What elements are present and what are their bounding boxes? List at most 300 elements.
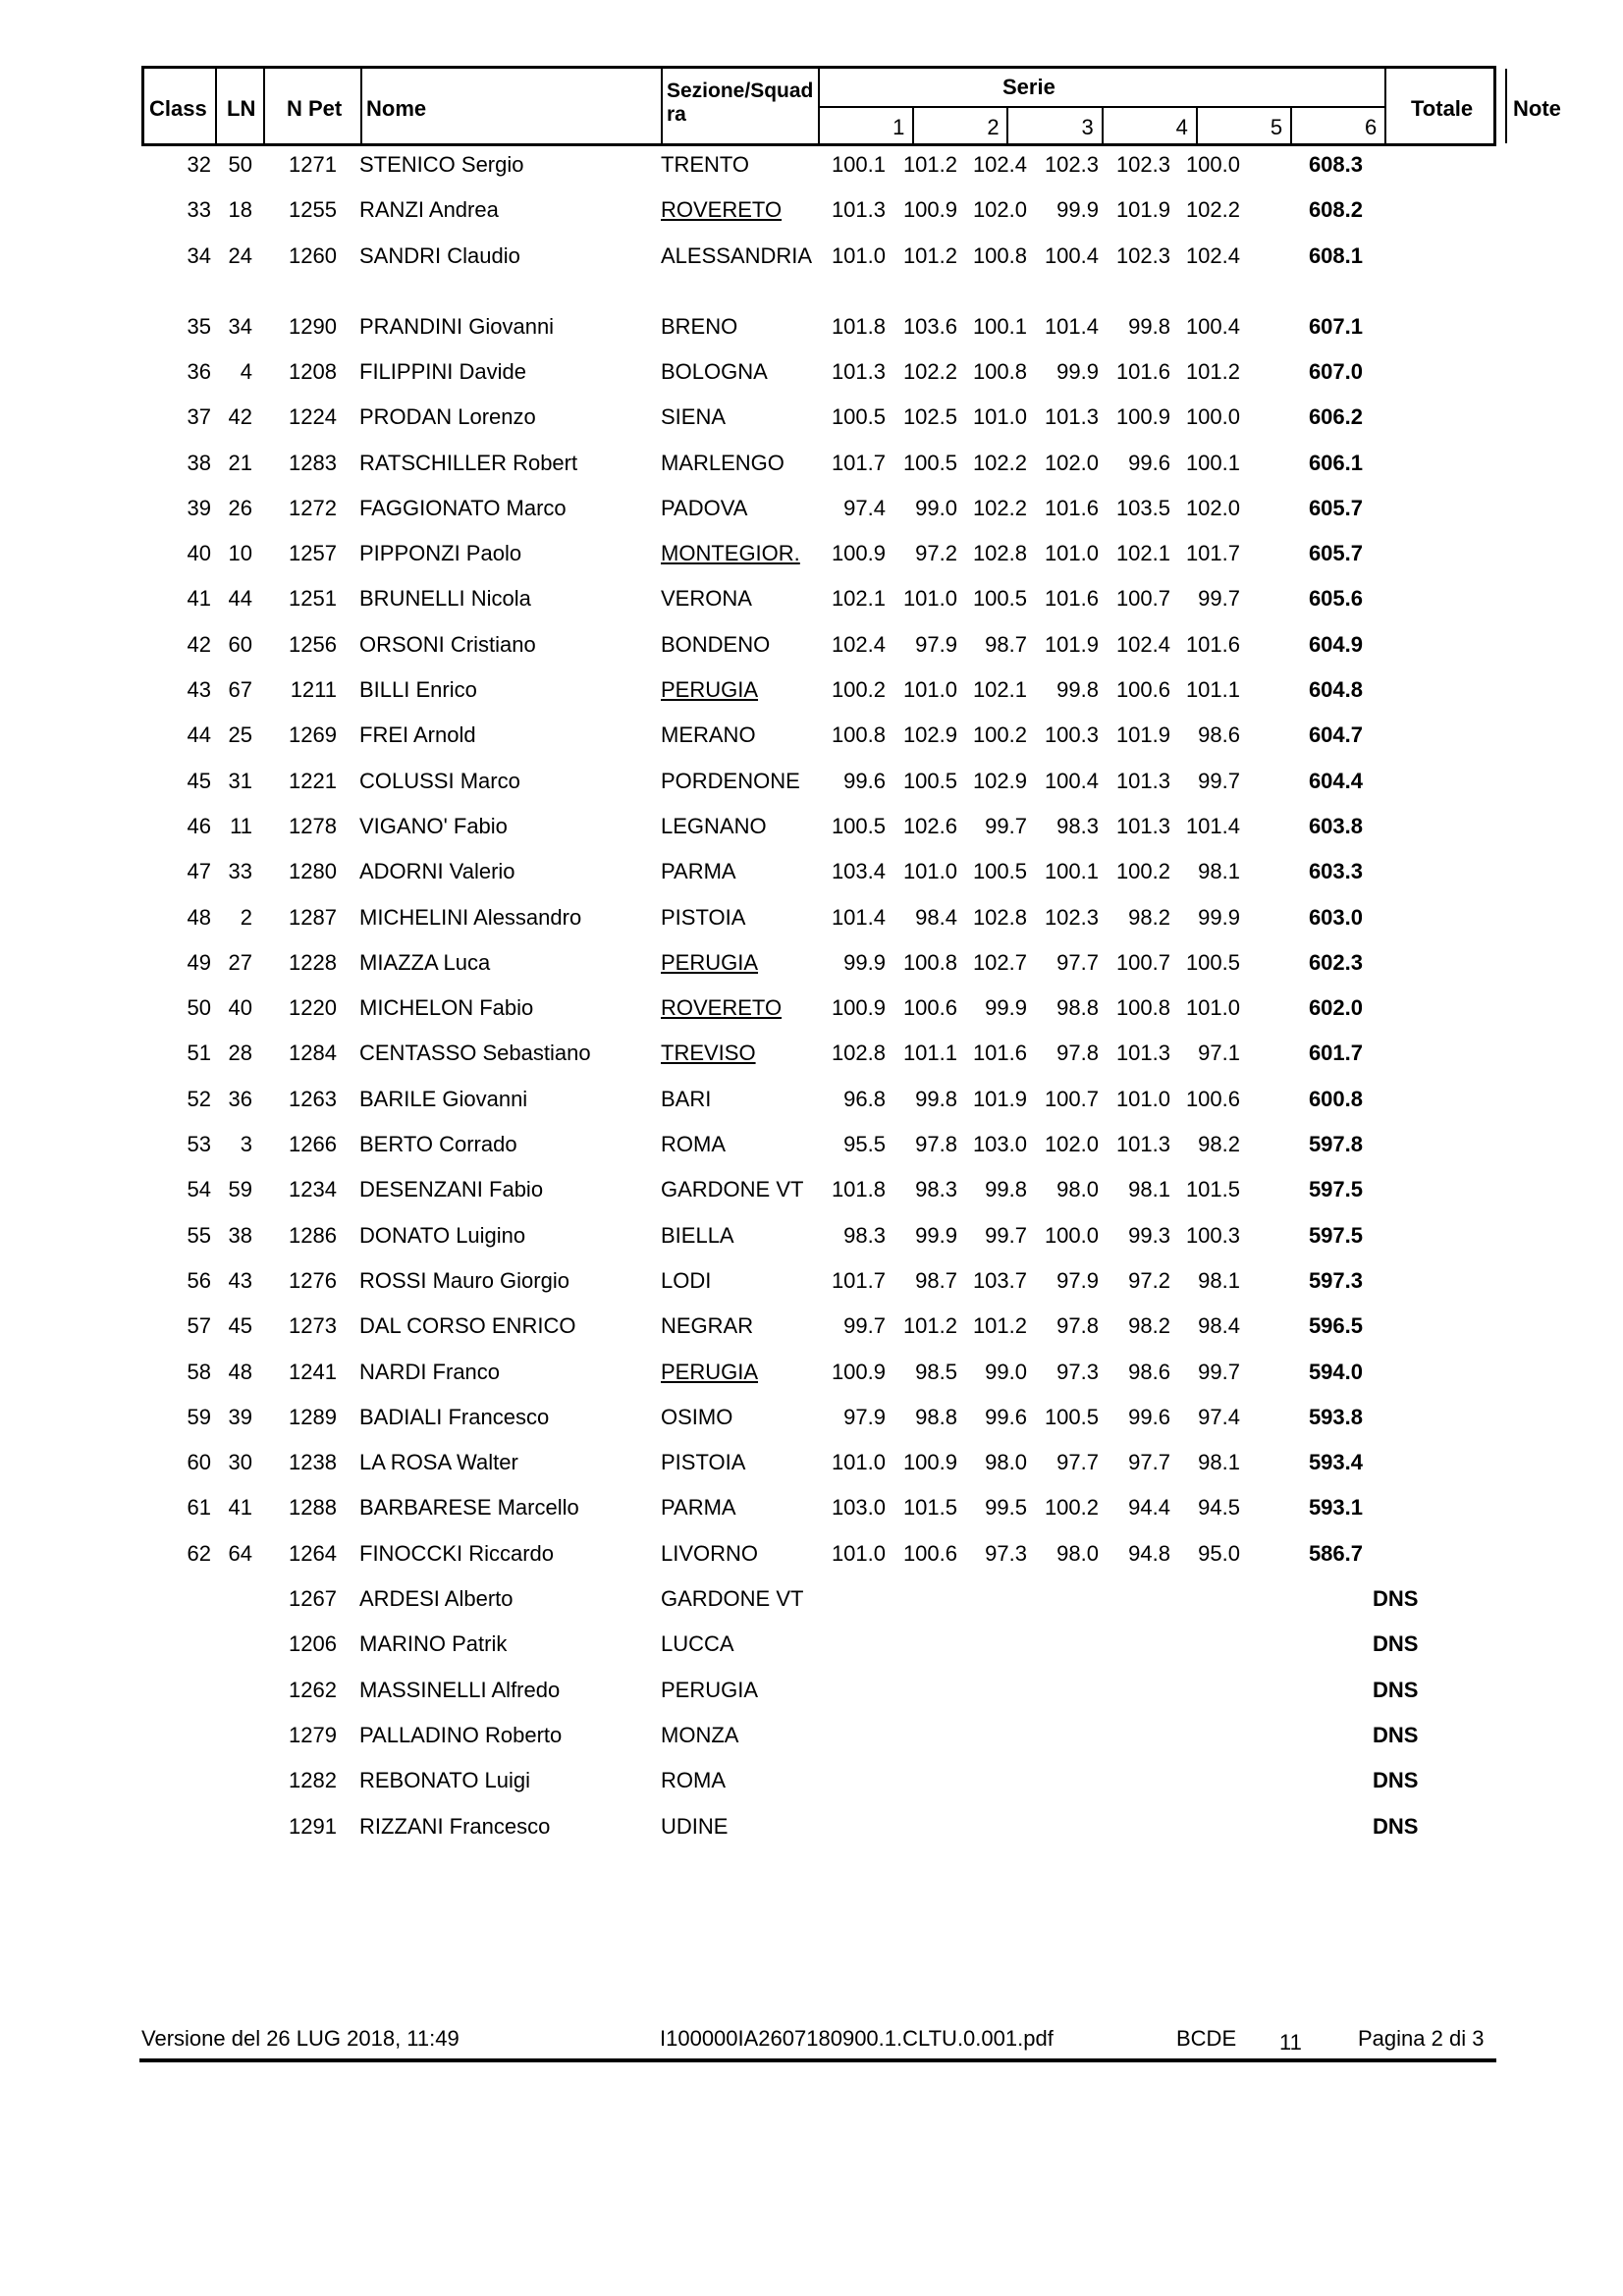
- row-ln: 50: [228, 152, 252, 177]
- row-nome: STENICO Sergio: [359, 152, 524, 177]
- row-total: 597.8: [1308, 1132, 1363, 1156]
- row-npet: 1220: [289, 995, 337, 1021]
- row-total: 607.0: [1308, 358, 1363, 384]
- row-ln: 31: [228, 768, 252, 793]
- row-squad: LEGNANO: [661, 813, 767, 838]
- row-total: 597.3: [1308, 1267, 1363, 1293]
- header-divider: [360, 69, 362, 143]
- row-serie-4: 100.1: [1044, 859, 1099, 884]
- row-npet: 1256: [289, 631, 337, 657]
- row-class: 58: [187, 1359, 211, 1384]
- row-class: 56: [187, 1267, 211, 1293]
- row-serie-1: 96.8: [843, 1086, 886, 1111]
- row-class: 39: [187, 495, 211, 520]
- row-ln: 18: [228, 197, 252, 223]
- row-squad: LODI: [661, 1267, 712, 1293]
- row-total: 603.3: [1308, 859, 1363, 884]
- row-serie-5: 100.9: [1115, 404, 1170, 430]
- row-ln: 2: [240, 904, 252, 930]
- row-class: 51: [187, 1041, 211, 1066]
- row-serie-1: 100.5: [831, 404, 886, 430]
- row-npet: 1290: [289, 313, 337, 339]
- row-serie-1: 101.0: [831, 242, 886, 268]
- row-serie-3: 101.6: [972, 1041, 1027, 1066]
- row-serie-3: 101.9: [972, 1086, 1027, 1111]
- header-nome: Nome: [366, 96, 427, 121]
- row-squad: SIENA: [661, 404, 727, 430]
- row-ln: 36: [228, 1086, 252, 1111]
- row-serie-2: 100.5: [902, 450, 957, 475]
- row-squad: NEGRAR: [661, 1313, 754, 1339]
- row-ln: 3: [240, 1132, 252, 1156]
- row-total: 602.0: [1308, 995, 1363, 1021]
- row-npet: 1289: [289, 1404, 337, 1429]
- row-serie-1: 98.3: [843, 1222, 886, 1248]
- row-serie-2: 100.8: [902, 949, 957, 975]
- row-total: 608.2: [1308, 197, 1363, 223]
- row-serie-3: 99.7: [985, 1222, 1027, 1248]
- row-serie-3: 100.8: [972, 242, 1027, 268]
- row-serie-1: 102.8: [831, 1041, 886, 1066]
- row-serie-4: 102.3: [1044, 152, 1099, 177]
- row-serie-2: 102.5: [902, 404, 957, 430]
- row-serie-6: 100.0: [1185, 404, 1240, 430]
- row-class: 40: [187, 541, 211, 566]
- row-nome: PIPPONZI Paolo: [359, 541, 522, 566]
- header-npet: N Pet: [287, 96, 343, 121]
- row-ln: 25: [228, 722, 252, 748]
- row-serie-4: 101.0: [1044, 541, 1099, 566]
- row-serie-6: 101.5: [1185, 1177, 1240, 1202]
- row-ln: 10: [228, 541, 252, 566]
- row-squad: BRENO: [661, 313, 738, 339]
- row-npet: 1234: [289, 1177, 337, 1202]
- row-serie-5: 99.8: [1128, 313, 1170, 339]
- row-total: 597.5: [1308, 1222, 1363, 1248]
- row-nome: BARBARESE Marcello: [359, 1495, 579, 1521]
- header-divider: [1290, 106, 1292, 143]
- row-squad: PADOVA: [661, 495, 748, 520]
- row-nome: SANDRI Claudio: [359, 242, 520, 268]
- row-serie-3: 98.7: [985, 631, 1027, 657]
- row-npet: 1282: [289, 1768, 337, 1793]
- row-npet: 1280: [289, 859, 337, 884]
- row-npet: 1257: [289, 541, 337, 566]
- row-squad: PERUGIA: [661, 949, 759, 975]
- row-serie-3: 102.9: [972, 768, 1027, 793]
- row-total: 597.5: [1308, 1177, 1363, 1202]
- row-serie-1: 101.0: [831, 1540, 886, 1566]
- row-npet: 1208: [289, 358, 337, 384]
- row-npet: 1264: [289, 1540, 337, 1566]
- row-total: 605.7: [1308, 541, 1363, 566]
- row-serie-5: 99.6: [1128, 1404, 1170, 1429]
- row-npet: 1287: [289, 904, 337, 930]
- header-divider: [1384, 69, 1386, 143]
- row-ln: 26: [228, 495, 252, 520]
- row-serie-3: 102.4: [972, 152, 1027, 177]
- row-serie-4: 97.7: [1056, 949, 1099, 975]
- row-nome: MICHELINI Alessandro: [359, 904, 582, 930]
- row-nome: NARDI Franco: [359, 1359, 501, 1384]
- header-serie-number: 1: [893, 115, 905, 139]
- row-total: 603.0: [1308, 904, 1363, 930]
- row-squad: BOLOGNA: [661, 358, 768, 384]
- row-serie-5: 101.9: [1115, 197, 1170, 223]
- row-serie-2: 97.9: [915, 631, 957, 657]
- row-npet: 1271: [289, 152, 337, 177]
- row-nome: ARDESI Alberto: [359, 1586, 514, 1611]
- row-nome: ROSSI Mauro Giorgio: [359, 1267, 569, 1293]
- row-total: 603.8: [1308, 813, 1363, 838]
- row-class: 44: [187, 722, 211, 748]
- row-class: 57: [187, 1313, 211, 1339]
- row-serie-4: 100.4: [1044, 242, 1099, 268]
- row-serie-1: 97.4: [843, 495, 886, 520]
- row-serie-3: 102.2: [972, 495, 1027, 520]
- row-serie-6: 100.6: [1185, 1086, 1240, 1111]
- row-ln: 59: [228, 1177, 252, 1202]
- row-class: 48: [187, 904, 211, 930]
- row-serie-3: 103.0: [972, 1132, 1027, 1156]
- row-npet: 1273: [289, 1313, 337, 1339]
- row-serie-2: 98.5: [915, 1359, 957, 1384]
- row-serie-1: 103.0: [831, 1495, 886, 1521]
- row-squad: ALESSANDRIA: [661, 242, 813, 268]
- row-serie-4: 97.8: [1056, 1313, 1099, 1339]
- row-serie-5: 99.6: [1128, 450, 1170, 475]
- row-serie-3: 102.1: [972, 677, 1027, 702]
- row-serie-6: 98.1: [1198, 859, 1240, 884]
- row-serie-2: 99.0: [915, 495, 957, 520]
- row-nome: BARILE Giovanni: [359, 1086, 528, 1111]
- row-serie-3: 102.2: [972, 450, 1027, 475]
- row-class: 41: [187, 586, 211, 612]
- row-serie-3: 99.5: [985, 1495, 1027, 1521]
- footer-page: Pagina 2 di 3: [1358, 2026, 1485, 2051]
- row-squad: ROVERETO: [661, 995, 783, 1021]
- row-squad: ROVERETO: [661, 197, 783, 223]
- row-total: 604.7: [1308, 722, 1363, 748]
- row-serie-5: 101.3: [1115, 813, 1170, 838]
- row-npet: 1206: [289, 1631, 337, 1657]
- row-class: 52: [187, 1086, 211, 1111]
- row-serie-2: 103.6: [902, 313, 957, 339]
- header-serie-number: 6: [1365, 115, 1378, 139]
- row-squad: LUCCA: [661, 1631, 734, 1657]
- row-total: 602.3: [1308, 949, 1363, 975]
- row-serie-5: 101.9: [1115, 722, 1170, 748]
- row-serie-4: 98.0: [1056, 1177, 1099, 1202]
- row-ln: 44: [228, 586, 252, 612]
- row-serie-1: 100.9: [831, 541, 886, 566]
- row-serie-5: 98.6: [1128, 1359, 1170, 1384]
- row-serie-4: 102.0: [1044, 450, 1099, 475]
- row-serie-4: 97.8: [1056, 1041, 1099, 1066]
- row-npet: 1267: [289, 1586, 337, 1611]
- row-serie-4: 97.3: [1056, 1359, 1099, 1384]
- row-nome: MIAZZA Luca: [359, 949, 491, 975]
- row-nome: RIZZANI Francesco: [359, 1813, 551, 1839]
- header-note: Note: [1513, 96, 1561, 121]
- row-serie-3: 101.2: [972, 1313, 1027, 1339]
- row-serie-5: 101.3: [1115, 1041, 1170, 1066]
- row-serie-6: 101.2: [1185, 358, 1240, 384]
- row-ln: 38: [228, 1222, 252, 1248]
- row-total: 596.5: [1308, 1313, 1363, 1339]
- row-serie-1: 95.5: [843, 1132, 886, 1156]
- row-squad: MONTEGIOR.: [661, 541, 800, 566]
- row-serie-3: 99.6: [985, 1404, 1027, 1429]
- row-serie-3: 102.8: [972, 541, 1027, 566]
- row-serie-5: 100.2: [1115, 859, 1170, 884]
- row-npet: 1241: [289, 1359, 337, 1384]
- row-note: DNS: [1373, 1586, 1419, 1611]
- row-npet: 1286: [289, 1222, 337, 1248]
- row-squad: PERUGIA: [661, 1677, 759, 1702]
- row-serie-5: 100.7: [1115, 949, 1170, 975]
- row-note: DNS: [1373, 1813, 1419, 1839]
- header-serie-number: 5: [1270, 115, 1283, 139]
- row-serie-6: 102.0: [1185, 495, 1240, 520]
- row-ln: 41: [228, 1495, 252, 1521]
- row-serie-5: 103.5: [1115, 495, 1170, 520]
- row-serie-3: 102.8: [972, 904, 1027, 930]
- header-divider: [263, 69, 265, 143]
- row-serie-1: 99.6: [843, 768, 886, 793]
- row-serie-4: 101.4: [1044, 313, 1099, 339]
- row-total: 605.6: [1308, 586, 1363, 612]
- row-serie-5: 102.3: [1115, 152, 1170, 177]
- row-serie-5: 102.1: [1115, 541, 1170, 566]
- row-squad: GARDONE VT: [661, 1586, 804, 1611]
- row-total: 601.7: [1308, 1041, 1363, 1066]
- row-npet: 1266: [289, 1132, 337, 1156]
- row-serie-4: 98.3: [1056, 813, 1099, 838]
- row-class: 50: [187, 995, 211, 1021]
- row-serie-1: 101.0: [831, 1450, 886, 1475]
- row-serie-4: 102.0: [1044, 1132, 1099, 1156]
- row-nome: LA ROSA Walter: [359, 1450, 518, 1475]
- header-divider: [1102, 106, 1104, 143]
- row-npet: 1211: [290, 677, 337, 702]
- row-serie-3: 98.0: [985, 1450, 1027, 1475]
- row-serie-1: 97.9: [843, 1404, 886, 1429]
- row-serie-2: 98.8: [915, 1404, 957, 1429]
- row-npet: 1269: [289, 722, 337, 748]
- row-serie-2: 101.2: [902, 1313, 957, 1339]
- row-class: 32: [187, 152, 211, 177]
- row-serie-5: 100.7: [1115, 586, 1170, 612]
- row-class: 45: [187, 768, 211, 793]
- row-squad: BONDENO: [661, 631, 771, 657]
- row-serie-6: 100.0: [1185, 152, 1240, 177]
- row-serie-6: 101.1: [1185, 677, 1240, 702]
- row-serie-1: 100.2: [831, 677, 886, 702]
- row-ln: 48: [228, 1359, 252, 1384]
- row-nome: MARINO Patrik: [359, 1631, 508, 1657]
- row-ln: 34: [228, 313, 252, 339]
- row-nome: RANZI Andrea: [359, 197, 499, 223]
- row-class: 59: [187, 1404, 211, 1429]
- row-class: 43: [187, 677, 211, 702]
- row-serie-2: 100.5: [902, 768, 957, 793]
- row-serie-2: 99.9: [915, 1222, 957, 1248]
- row-serie-5: 101.0: [1115, 1086, 1170, 1111]
- row-nome: CENTASSO Sebastiano: [359, 1041, 591, 1066]
- row-npet: 1221: [289, 768, 337, 793]
- row-serie-1: 101.3: [831, 358, 886, 384]
- row-npet: 1260: [289, 242, 337, 268]
- footer-version: Versione del 26 LUG 2018, 11:49: [141, 2026, 460, 2051]
- row-nome: REBONATO Luigi: [359, 1768, 531, 1793]
- header-serie-number: 3: [1081, 115, 1094, 139]
- row-serie-2: 101.0: [902, 677, 957, 702]
- row-note: DNS: [1373, 1768, 1419, 1793]
- row-serie-5: 97.7: [1128, 1450, 1170, 1475]
- row-ln: 33: [228, 859, 252, 884]
- row-serie-2: 101.0: [902, 859, 957, 884]
- row-serie-3: 99.9: [985, 995, 1027, 1021]
- row-squad: PISTOIA: [661, 904, 746, 930]
- row-serie-2: 102.9: [902, 722, 957, 748]
- row-ln: 11: [230, 813, 252, 838]
- row-serie-6: 100.5: [1185, 949, 1240, 975]
- row-note: DNS: [1373, 1677, 1419, 1702]
- row-serie-2: 98.7: [915, 1267, 957, 1293]
- row-serie-6: 102.2: [1185, 197, 1240, 223]
- row-squad: PARMA: [661, 859, 736, 884]
- row-class: 49: [187, 949, 211, 975]
- row-nome: FINOCCKI Riccardo: [359, 1540, 555, 1566]
- header-divider: [1006, 106, 1008, 143]
- row-class: 34: [187, 242, 211, 268]
- row-ln: 40: [228, 995, 252, 1021]
- footer-rule: [139, 2058, 1496, 2062]
- row-squad: OSIMO: [661, 1404, 733, 1429]
- row-npet: 1279: [289, 1722, 337, 1747]
- row-nome: PRODAN Lorenzo: [359, 404, 536, 430]
- row-serie-1: 100.5: [831, 813, 886, 838]
- row-serie-5: 101.3: [1115, 1132, 1170, 1156]
- row-nome: VIGANO' Fabio: [359, 813, 508, 838]
- row-serie-6: 98.1: [1198, 1450, 1240, 1475]
- row-serie-6: 98.4: [1198, 1313, 1240, 1339]
- row-serie-4: 97.7: [1056, 1450, 1099, 1475]
- row-squad: MARLENGO: [661, 450, 784, 475]
- row-class: 42: [187, 631, 211, 657]
- row-ln: 60: [228, 631, 252, 657]
- row-serie-5: 102.3: [1115, 242, 1170, 268]
- row-serie-6: 101.6: [1185, 631, 1240, 657]
- row-serie-5: 97.2: [1128, 1267, 1170, 1293]
- row-nome: PALLADINO Roberto: [359, 1722, 563, 1747]
- header-divider: [912, 106, 914, 143]
- row-serie-2: 100.6: [902, 995, 957, 1021]
- row-squad: LIVORNO: [661, 1540, 759, 1566]
- row-serie-4: 101.3: [1044, 404, 1099, 430]
- row-serie-3: 100.5: [972, 586, 1027, 612]
- row-npet: 1291: [289, 1813, 337, 1839]
- row-serie-1: 100.1: [831, 152, 886, 177]
- row-serie-3: 97.3: [985, 1540, 1027, 1566]
- header-serie-number: 2: [987, 115, 1000, 139]
- row-serie-1: 102.1: [831, 586, 886, 612]
- row-serie-2: 98.4: [915, 904, 957, 930]
- row-squad: ROMA: [661, 1132, 726, 1156]
- row-squad: GARDONE VT: [661, 1177, 804, 1202]
- row-serie-5: 101.3: [1115, 768, 1170, 793]
- row-squad: PISTOIA: [661, 1450, 746, 1475]
- header-divider: [1196, 106, 1198, 143]
- row-nome: DESENZANI Fabio: [359, 1177, 544, 1202]
- row-serie-2: 100.6: [902, 1540, 957, 1566]
- row-serie-3: 100.8: [972, 358, 1027, 384]
- row-serie-4: 102.3: [1044, 904, 1099, 930]
- row-total: 608.1: [1308, 242, 1363, 268]
- row-serie-4: 100.3: [1044, 722, 1099, 748]
- header-sezione: Sezione/Squadra: [667, 80, 814, 126]
- header-ln: LN: [227, 96, 256, 121]
- row-nome: FREI Arnold: [359, 722, 476, 748]
- header-divider: [215, 69, 217, 143]
- row-serie-2: 101.1: [902, 1041, 957, 1066]
- row-class: 61: [187, 1495, 211, 1521]
- row-serie-1: 101.8: [831, 1177, 886, 1202]
- row-serie-6: 101.4: [1185, 813, 1240, 838]
- row-serie-3: 100.1: [972, 313, 1027, 339]
- row-serie-4: 99.8: [1056, 677, 1099, 702]
- row-class: 55: [187, 1222, 211, 1248]
- row-total: 600.8: [1308, 1086, 1363, 1111]
- header-totale: Totale: [1411, 96, 1474, 121]
- row-serie-4: 101.6: [1044, 586, 1099, 612]
- row-serie-5: 98.2: [1128, 904, 1170, 930]
- row-nome: MICHELON Fabio: [359, 995, 534, 1021]
- row-nome: DAL CORSO ENRICO: [359, 1313, 576, 1339]
- row-total: 605.7: [1308, 495, 1363, 520]
- row-nome: MASSINELLI Alfredo: [359, 1677, 561, 1702]
- row-serie-3: 100.5: [972, 859, 1027, 884]
- row-serie-1: 101.7: [831, 450, 886, 475]
- row-serie-1: 101.8: [831, 313, 886, 339]
- row-total: 606.2: [1308, 404, 1363, 430]
- row-serie-2: 101.2: [902, 152, 957, 177]
- row-nome: FILIPPINI Davide: [359, 358, 526, 384]
- row-serie-2: 97.8: [915, 1132, 957, 1156]
- header-serie: Serie: [1002, 75, 1055, 99]
- row-serie-3: 99.7: [985, 813, 1027, 838]
- row-serie-6: 98.6: [1198, 722, 1240, 748]
- row-total: 606.1: [1308, 450, 1363, 475]
- row-serie-1: 101.7: [831, 1267, 886, 1293]
- row-squad: TRENTO: [661, 152, 750, 177]
- row-serie-2: 101.0: [902, 586, 957, 612]
- row-serie-3: 99.8: [985, 1177, 1027, 1202]
- table-header: [141, 66, 1561, 146]
- row-class: 53: [187, 1132, 211, 1156]
- row-serie-6: 99.9: [1198, 904, 1240, 930]
- row-nome: BADIALI Francesco: [359, 1404, 550, 1429]
- row-nome: BERTO Corrado: [359, 1132, 517, 1156]
- row-serie-2: 97.2: [915, 541, 957, 566]
- row-serie-3: 100.2: [972, 722, 1027, 748]
- row-serie-5: 98.1: [1128, 1177, 1170, 1202]
- row-serie-4: 99.9: [1056, 358, 1099, 384]
- row-serie-4: 98.0: [1056, 1540, 1099, 1566]
- row-serie-5: 102.4: [1115, 631, 1170, 657]
- row-serie-1: 102.4: [831, 631, 886, 657]
